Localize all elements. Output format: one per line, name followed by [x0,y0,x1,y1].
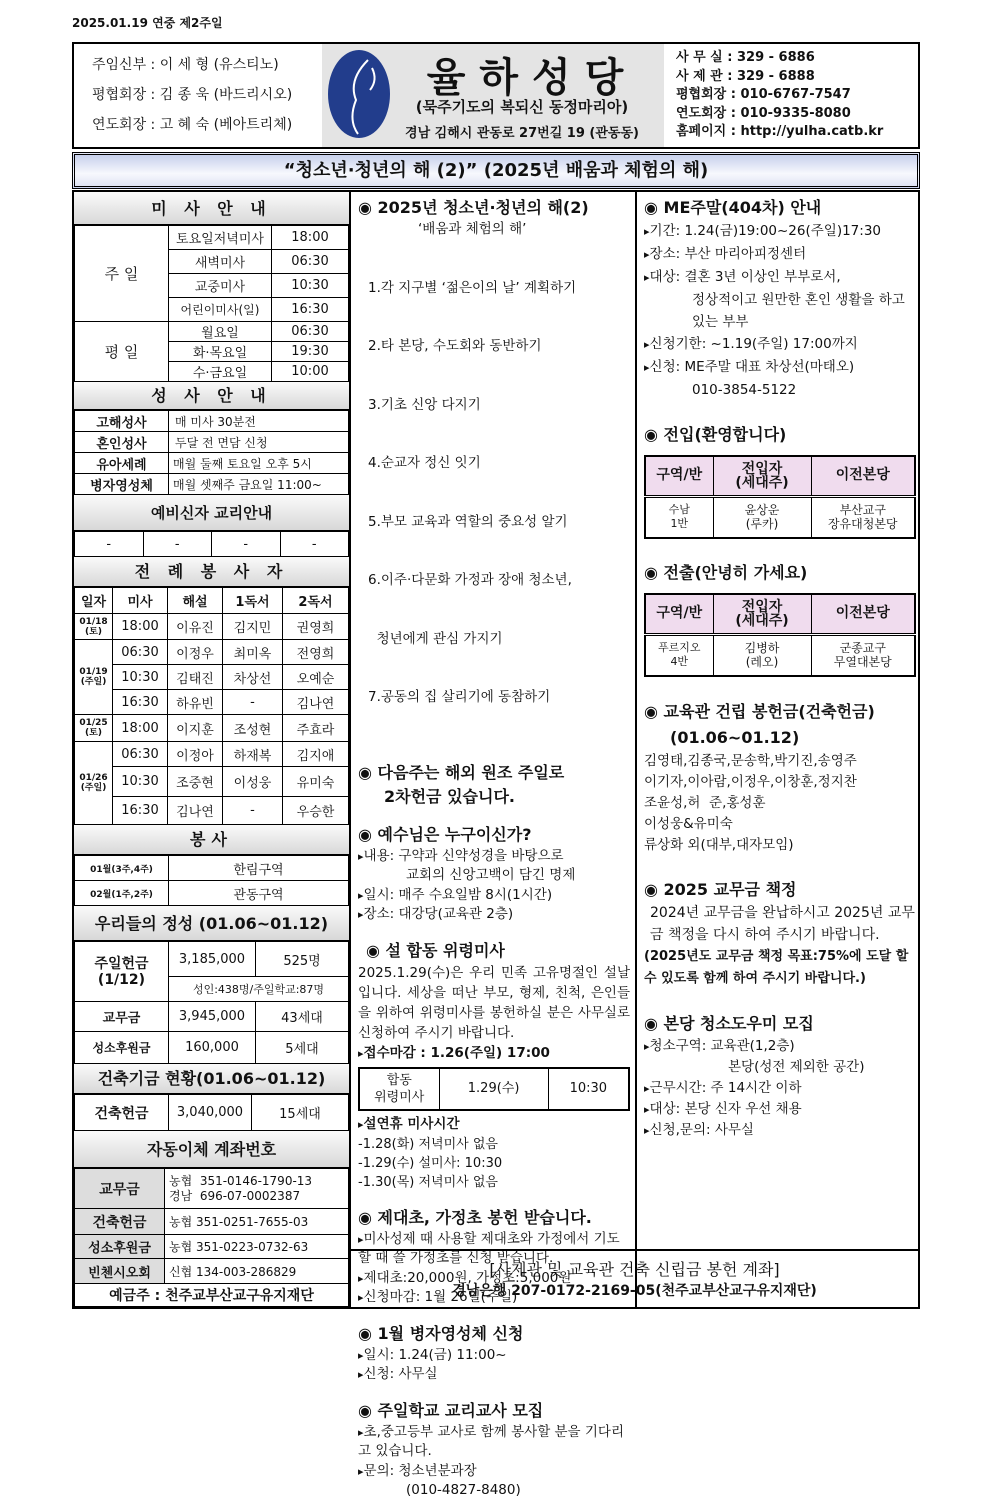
col-header: 2독서 [283,588,349,614]
cell: - [223,690,283,715]
cell: 이정아 [168,742,223,767]
info-line: ▸ 신청기한: ~1.19(주일) 17:00까지 [644,333,916,356]
bullet-circle-icon: ◉ [358,824,378,844]
info-line: 010-3854-5122 [692,382,797,398]
table-row [75,640,349,665]
donor-line: 김영태,김종국,문송학,박기진,송영주 [644,753,857,769]
info-line: ▸ 신청: ME주말 대표 차상선(마태오) [644,356,916,379]
right-column [644,196,916,1141]
list-item: 1.각 지구별 ‘젊은이의 날’ 계획하기 [368,279,577,296]
list-item: 7.공동의 집 살리기에 동참하기 [368,689,551,705]
table-row [75,767,349,797]
cell: - [223,797,283,825]
bullet-circle-icon: ◉ [358,1323,378,1343]
mass-name: 화·목요일 [169,342,272,362]
mass-name: 어린이미사(일) [169,298,272,322]
cell: 10:30 [113,767,168,797]
bullet-circle-icon: ◉ [366,940,386,960]
council-phone: 평협회장 : 010-6767-7547 [676,87,851,102]
info-line: ▸ 일시: 매주 수요일밤 8시(1시간) [358,886,630,906]
col-header: 1독서 [223,588,283,614]
sacrament-name: 유아세례 [75,453,169,474]
cell: 김지애 [283,742,349,767]
holiday-title: ▸ 설연휴 미사시간 [358,1114,630,1135]
section-title: 전출(안녕히 가세요) [663,563,808,582]
mass-time: 10:00 [272,362,349,382]
info-line: ▸ 신청: 사무실 [358,1365,630,1385]
list-item: 4.순교자 정신 잇기 [368,455,481,471]
homepage-link[interactable]: 홈페이지 : http://yulha.catb.kr [676,124,884,139]
table-row [75,797,349,825]
cell: 권영희 [283,614,349,640]
catechumen-cell: - [212,532,281,557]
cell: 차상선 [223,665,283,690]
cell: 16:30 [113,797,168,825]
mass-name: 토요일저녁미사 [169,226,272,250]
cell: 우승한 [283,797,349,825]
section-title: 1월 병자영성체 신청 [377,1323,524,1343]
column-divider [635,192,637,1307]
sunday-label: 주 일 [75,226,169,322]
donor-line: 조윤성,허 준,홍성훈 [644,795,766,811]
cell: 06:30 [113,742,168,767]
info-line: ▸ 근무시간: 주 14시간 이하 [644,1078,916,1099]
mass-time: 19:30 [272,342,349,362]
jesus-study-section [358,823,630,925]
account-label: 성소후원금 [75,1235,165,1259]
notice-title: [사제관 및 교육관 건축 신립금 봉헌 계좌] [489,1260,780,1279]
education-fund-section [644,699,916,856]
section-header: 전 례 봉 사 자 [74,557,349,587]
memorial-date: 1.29(수) [439,1068,548,1110]
church-logo-icon [328,50,390,138]
overseas-aid-section [358,761,630,809]
section-header: 우리들의 정성 (01.06~01.12) [74,906,349,941]
col-header: 해설 [168,588,223,614]
cell: 윤상운 (루카) [713,496,811,538]
table-row [75,742,349,767]
cell: 이지훈 [168,715,223,742]
transfer-out-section [644,561,916,677]
date-line: 2025.01.19 연중 제2주일 [72,16,223,30]
account-number: 농협 351-0223-0732-63 [165,1235,349,1259]
council-president: 평협회장 : 김 종 욱 (바드리시오) [92,87,293,103]
me-weekend-section [644,196,916,401]
account-holder: 예금주 : 천주교부산교구유지재단 [75,1284,349,1307]
mass-schedule [74,192,349,1307]
cell: 유미숙 [283,767,349,797]
info-line: ▸ 신청,문의: 사무실 [644,1120,916,1141]
bullet-circle-icon: ◉ [358,1400,378,1420]
bullet-circle-icon: ◉ [644,1014,664,1033]
building-count: 15세대 [252,1095,349,1131]
dues-section [644,878,916,990]
cell: 부산교구 장유대청본당 [811,496,915,538]
cell: 군종교구 무열대본당 [811,634,915,676]
catechumen-cell: - [143,532,212,557]
church-subtitle: (묵주기도의 복되신 동정마리아) [415,98,629,116]
section-title: 전입(환영합니다) [663,425,787,444]
section-title: 다음주는 해외 원조 주일로 [377,762,565,782]
cell: 하재복 [223,742,283,767]
section-header: 자동이체 계좌번호 [74,1131,349,1168]
cell: 김태진 [168,665,223,690]
mass-time: 10:30 [272,274,349,298]
offering-count: 5세대 [256,1032,349,1064]
col-header: 구역/반 [645,456,713,496]
section-title: 제대초, 가정초 봉헌 받습니다. [377,1207,592,1227]
table-row [75,690,349,715]
list-item: 2.타 본당, 수도회와 동반하기 [368,338,542,354]
donor-line: 류상화 외(대부,대자모임) [644,837,794,853]
building-account-notice [349,1249,920,1307]
deadline: ▸ 접수마감 : 1.26(주일) 17:00 [358,1043,630,1064]
donor-line: 이성웅&유미숙 [644,816,733,832]
col-header: 전입자 (세대주) [713,456,811,496]
church-address: 경남 김해시 관동로 27번길 19 (관동동) [405,126,639,141]
staff-list [74,44,322,147]
col-header: 일자 [75,588,113,614]
mass-time: 06:30 [272,322,349,342]
info-line: ▸ 장소: 부산 마리아피정센터 [644,243,916,266]
mass-time: 18:00 [272,226,349,250]
column-divider [349,192,351,1307]
catechumen-cell: - [75,532,144,557]
weekday-label: 평 일 [75,322,169,382]
cell: 이정우 [168,640,223,665]
cell: 수남 1반 [645,496,713,538]
account-label: 빈첸시오회 [75,1259,165,1284]
sacrament-name: 고해성사 [75,411,169,432]
mass-name: 교중미사 [169,274,272,298]
office-phone: 사 무 실 : 329 - 6886 [676,50,815,65]
info-line: ▸ 대상: 본당 신자 우선 채용 [644,1099,916,1120]
cell: 주효라 [283,715,349,742]
offering-amount: 3,185,000 [169,942,256,977]
contacts [664,44,920,147]
sacrament-name: 혼인성사 [75,432,169,453]
mass-name: 새벽미사 [169,250,272,274]
offering-count: 525명 [256,942,349,977]
info-line: ▸ 기간: 1.24(금)19:00~26(주일)17:30 [644,220,916,243]
section-title: 예수님은 누구이신가? [377,824,532,844]
sacrament-info: 두달 전 면담 신청 [169,432,349,453]
cell: 이유진 [168,614,223,640]
section-title: 설 합동 위령미사 [385,940,505,960]
service-group: 한림구역 [169,856,349,881]
cell: 푸르지오 4반 [645,634,713,676]
dues-note: (2025년도 교무금 책정 목표:75%에 도달 할 수 있도록 함께 하여 주시기 바랍니다.) [644,949,909,986]
cell: 18:00 [113,614,168,640]
teacher-recruit-section [358,1399,630,1501]
account-number: 농협 351-0146-1790-13 경남 696-07-0002387 [165,1169,349,1209]
bullet-circle-icon: ◉ [644,198,664,217]
section-header: 예비신자 교리안내 [74,495,349,531]
bullet-circle-icon: ◉ [644,880,664,899]
cell: 이성웅 [223,767,283,797]
yeondo-president: 연도회장 : 고 혜 숙 (베아트리체) [92,117,293,133]
date-cell: 01/25 (토) [75,715,113,742]
service-group: 관동구역 [169,881,349,906]
cell: 김나연 [283,690,349,715]
section-title: 2025년 청소년·청년의 해(2) [377,198,589,217]
theme-banner: “청소년·청년의 해 (2)” (2025년 배움과 체험의 해) [72,152,920,189]
date-cell: 01/18 (토) [75,614,113,640]
cell: 조중현 [168,767,223,797]
cell: 김병하 (레오) [713,634,811,676]
offering-label: 주일헌금 (1/12) [75,942,169,1002]
section-title: ME주말(404차) 안내 [663,198,822,217]
account-label: 교무금 [75,1169,165,1209]
yeondo-phone: 연도회장 : 010-9335-8080 [676,105,851,121]
offering-count: 43세대 [256,1002,349,1032]
service-month: 01월(3주,4주) [75,856,169,881]
offering-label: 교무금 [75,1002,169,1032]
bullet-circle-icon: ◉ [358,198,378,217]
catechumen-cell: - [280,532,349,557]
bulletin-body [72,190,920,1498]
cell: 18:00 [113,715,168,742]
info-line: ▸ 청소구역: 교육관(1,2층) [644,1036,916,1057]
cell: 10:30 [113,665,168,690]
sacrament-info: 매 미사 30분전 [169,411,349,432]
col-header: 전입자 (세대주) [713,594,811,634]
section-header: 성 사 안 내 [74,382,349,410]
holiday-item: -1.28(화) 저녁미사 없음 [358,1136,498,1152]
list-item: 5.부모 교육과 역할의 중요성 알기 [368,513,568,530]
col-header: 미사 [113,588,168,614]
memorial-label: 합동 위령미사 [359,1068,439,1110]
mass-time: 06:30 [272,250,349,274]
offering-amount: 160,000 [169,1032,256,1064]
building-label: 건축헌금 [75,1095,169,1131]
transfer-in-section [644,423,916,539]
memorial-body: 2025.1.29(수)은 우리 민족 고유명절인 설날입니다. 세상을 떠난 부모, 형제, 친척, 은인들을 위하여 위령미사를 봉헌하실 분은 사무실로 신청하여 주시기 바랍니다. [358,964,630,1041]
section-title-line2: 2차헌금 있습니다. [384,786,515,806]
offering-detail: 성인:438명/주일학교:87명 [169,977,349,1002]
sacrament-info: 매월 셋째주 금요일 11:00~ [169,474,349,495]
bullet-circle-icon: ◉ [644,702,664,721]
cell: 조성현 [223,715,283,742]
date-cell: 01/19 (주일) [75,640,113,715]
info-line: ▸ 장소: 대강당(교육관 2층) [358,905,630,925]
info-line: ▸ 대상: 결혼 3년 이상인 부부로서, [644,266,916,289]
list-item: 6.이주·다문화 가정과 장애 청소년, [368,572,572,588]
bullet-circle-icon: ◉ [358,1207,378,1227]
donor-line: 이기자,이아람,이정우,이창훈,정지찬 [644,774,857,790]
date-cell: 01/26 (주일) [75,742,113,825]
header [72,42,920,149]
list-item: 3.기초 신앙 다지기 [368,396,481,413]
cell: 김지민 [223,614,283,640]
section-header: 미 사 안 내 [74,192,349,225]
col-header: 구역/반 [645,594,713,634]
youth-year-section [358,196,630,747]
section-title: 교육관 건립 봉헌금(건축헌금) [663,702,875,721]
service-month: 02월(1주,2주) [75,881,169,906]
offering-amount: 3,945,000 [169,1002,256,1032]
memorial-time: 10:30 [548,1068,629,1110]
church-name: 율하성당 [426,55,638,101]
mass-name: 월요일 [169,322,272,342]
info-line: 교회의 신앙고백이 담긴 명제 [406,867,576,883]
sacrament-name: 병자영성체 [75,474,169,495]
table-row [75,665,349,690]
church-banner [322,44,664,147]
holiday-item: -1.30(목) 저녁미사 없음 [358,1174,498,1190]
notice-account: 경남은행 207-0172-2169-05(천주교부산교구유지재단) [452,1283,817,1299]
period: (01.06~01.12) [670,728,800,747]
cell: 06:30 [113,640,168,665]
offering-label: 성소후원금 [75,1032,169,1064]
table-row [75,715,349,742]
section-title: 본당 청소도우미 모집 [663,1014,814,1033]
col-header: 이전본당 [811,456,915,496]
pastor: 주임신부 : 이 세 형 (유스티노) [92,57,279,73]
cell: 하유빈 [168,690,223,715]
sacrament-info: 매월 둘째 토요일 오후 5시 [169,453,349,474]
section-title: 2025 교무금 책정 [663,880,797,899]
info-line: ▸ 제대초:20,000원, 가정초:5,000원 [358,1269,630,1289]
mass-time: 16:30 [272,298,349,322]
bullet-circle-icon: ◉ [358,762,378,782]
cell: 전영희 [283,640,349,665]
account-number: 농협 351-0251-7655-03 [165,1209,349,1235]
memorial-mass-section [358,939,630,1192]
bullet-circle-icon: ◉ [644,425,664,444]
bullet-circle-icon: ◉ [644,563,664,582]
section-header: 건축기금 현황(01.06~01.12) [74,1064,349,1094]
cell: 오예순 [283,665,349,690]
mass-name: 수·금요일 [169,362,272,382]
cell: 16:30 [113,690,168,715]
info-line: 본당(성전 제외한 공간) [728,1059,865,1075]
account-label: 건축헌금 [75,1209,165,1235]
info-line: ▸ 초,중고등부 교사로 함께 봉사할 분을 기다리고 있습니다. [358,1423,630,1462]
dues-body: 2024년 교무금을 완납하시고 2025년 교무금 책정을 다시 하여 주시기 바랍니다. [650,905,915,943]
account-number: 신협 134-003-286829 [165,1259,349,1284]
info-line: ▸ 문의: 청소년분과장 [358,1462,630,1482]
info-line: (010-4827-8480) [406,1482,521,1498]
info-line: 정상적이고 원만한 혼인 생활을 하고 있는 부부 [692,292,905,330]
list-item: 청년에게 관심 가지기 [368,630,503,647]
cell: 김나연 [168,797,223,825]
liturgy-table [74,587,349,825]
info-line: ▸ 미사성제 때 사용할 제대초와 가정에서 기도할 때 쓸 가정초를 신청 받습니다. [358,1230,630,1269]
info-line: ▸ 내용: 구약과 신약성경을 바탕으로 [358,847,630,867]
cleaning-recruit-section [644,1012,916,1141]
col-header: 이전본당 [811,594,915,634]
building-amount: 3,040,000 [169,1095,252,1131]
section-header: 봉사 [74,825,349,855]
info-line: ▸ 일시: 1.24(금) 11:00~ [358,1346,630,1366]
sick-communion-section [358,1322,630,1385]
info-line: ▸ 신청마감: 1월 26일(주일) [358,1288,630,1308]
table-row [75,614,349,640]
subtitle: ‘배움과 체험의 해’ [418,221,527,237]
rectory-phone: 사 제 관 : 329 - 6888 [676,68,815,84]
section-title: 주일학교 교리교사 모집 [377,1400,544,1420]
cell: 최미옥 [223,640,283,665]
holiday-item: -1.29(수) 설미사: 10:30 [358,1155,503,1171]
